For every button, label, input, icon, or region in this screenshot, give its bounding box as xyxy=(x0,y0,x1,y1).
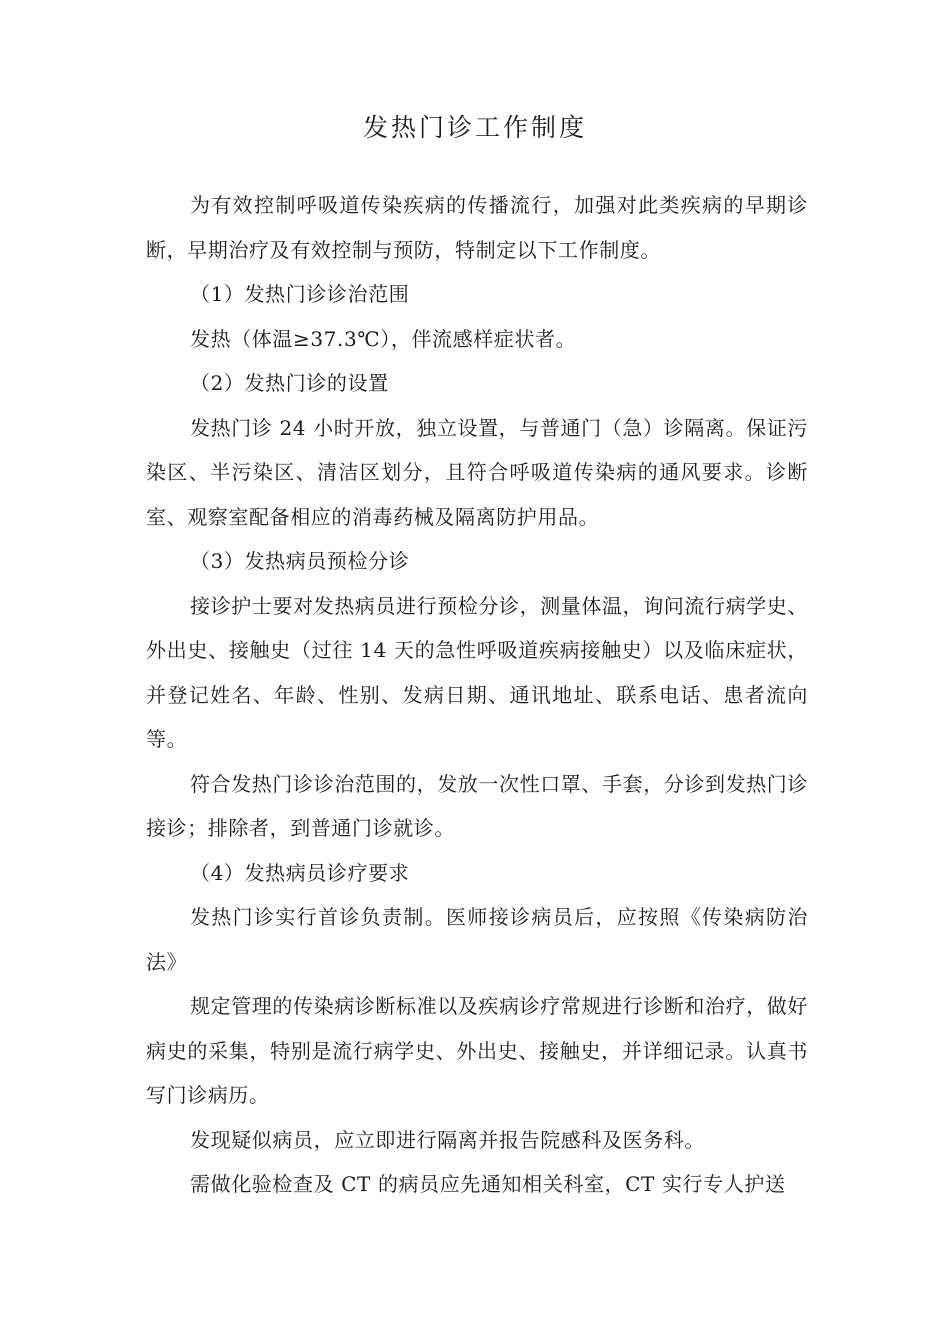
scope-paragraph: 发热（体温≥37.3℃），伴流感样症状者。 xyxy=(190,326,577,351)
intro-paragraph: 为有效控制呼吸道传染疾病的传播流行，加强对此类疾病的早期诊断，早期治疗及有效控制与预防，特制定以下工作制度。 xyxy=(146,193,808,262)
document-body xyxy=(146,183,808,1207)
treatment-paragraph-2: 规定管理的传染病诊断标准以及疾病诊疗常规进行诊断和治疗，做好病史的采集，特别是流行病学史、外出史、接触史，并详细记录。认真书写门诊病历。 xyxy=(146,994,808,1107)
treatment-paragraph-4: 需做化验检查及 CT 的病员应先通知相关科室，CT 实行专人护送 xyxy=(190,1172,786,1196)
section-heading-setup: （2）发热门诊的设置 xyxy=(190,371,389,395)
treatment-paragraph-1: 发热门诊实行首诊负责制。医师接诊病员后，应按照《传染病防治法》 xyxy=(146,905,808,974)
section-heading-scope: （1）发热门诊诊治范围 xyxy=(190,282,410,306)
document-title: 发热门诊工作制度 xyxy=(362,113,587,142)
setup-paragraph: 发热门诊 24 小时开放，独立设置，与普通门（急）诊隔离。保证污染区、半污染区、清洁区划分，且符合呼吸道传染病的通风要求。诊断室、观察室配备相应的消毒药械及隔离防护用品。 xyxy=(146,415,808,529)
section-heading-treatment: （4）发热病员诊疗要求 xyxy=(190,860,410,885)
section-heading-triage: （3）发热病员预检分诊 xyxy=(190,549,410,573)
triage-paragraph-2: 符合发热门诊诊治范围的，发放一次性口罩、手套，分诊到发热门诊接诊；排除者，到普通门诊就诊。 xyxy=(146,771,808,840)
triage-paragraph-1: 接诊护士要对发热病员进行预检分诊，测量体温，询问流行病学史、外出史、接触史（过往 14 天的急性呼吸道疾病接触史）以及临床症状，并登记姓名、年龄、性别、发病日期、通讯地址、联系电话、患者流向等。 xyxy=(146,593,808,751)
treatment-paragraph-3: 发现疑似病员，应立即进行隔离并报告院感科及医务科。 xyxy=(190,1127,705,1152)
